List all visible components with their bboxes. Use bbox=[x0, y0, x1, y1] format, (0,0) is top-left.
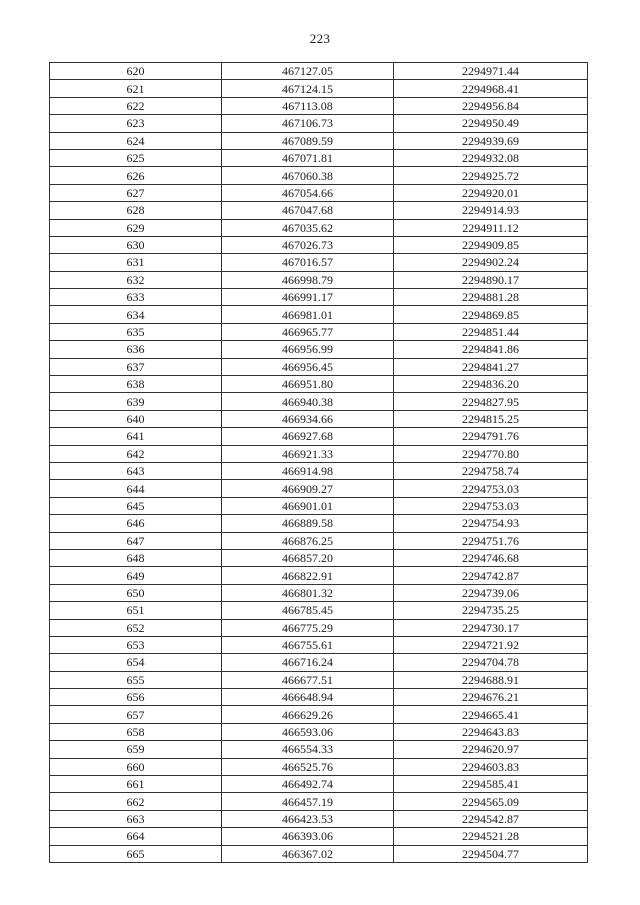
table-row bbox=[50, 219, 588, 236]
table-row bbox=[50, 567, 588, 584]
point-number-cell: 653 bbox=[50, 636, 222, 653]
y-coordinate-cell: 2294504.77 bbox=[394, 845, 588, 862]
table-row bbox=[50, 149, 588, 166]
y-coordinate-cell: 2294730.17 bbox=[394, 619, 588, 636]
table-row bbox=[50, 758, 588, 775]
table-row bbox=[50, 776, 588, 793]
coordinates-table bbox=[49, 62, 588, 863]
point-number-cell: 646 bbox=[50, 515, 222, 532]
x-coordinate-cell: 467060.38 bbox=[222, 167, 394, 184]
x-coordinate-cell: 467106.73 bbox=[222, 115, 394, 132]
table-row bbox=[50, 619, 588, 636]
table-row bbox=[50, 671, 588, 688]
x-coordinate-cell: 466457.19 bbox=[222, 793, 394, 810]
x-coordinate-cell: 466876.25 bbox=[222, 532, 394, 549]
point-number-cell: 663 bbox=[50, 810, 222, 827]
x-coordinate-cell: 466857.20 bbox=[222, 549, 394, 566]
point-number-cell: 623 bbox=[50, 115, 222, 132]
table-row bbox=[50, 271, 588, 288]
x-coordinate-cell: 467054.66 bbox=[222, 184, 394, 201]
x-coordinate-cell: 466940.38 bbox=[222, 393, 394, 410]
table-row bbox=[50, 462, 588, 479]
x-coordinate-cell: 466914.98 bbox=[222, 462, 394, 479]
x-coordinate-cell: 467089.59 bbox=[222, 132, 394, 149]
y-coordinate-cell: 2294770.80 bbox=[394, 445, 588, 462]
x-coordinate-cell: 466951.80 bbox=[222, 376, 394, 393]
y-coordinate-cell: 2294911.12 bbox=[394, 219, 588, 236]
table-row bbox=[50, 376, 588, 393]
x-coordinate-cell: 466981.01 bbox=[222, 306, 394, 323]
table-row bbox=[50, 358, 588, 375]
point-number-cell: 660 bbox=[50, 758, 222, 775]
y-coordinate-cell: 2294791.76 bbox=[394, 428, 588, 445]
point-number-cell: 655 bbox=[50, 671, 222, 688]
x-coordinate-cell: 466785.45 bbox=[222, 602, 394, 619]
x-coordinate-cell: 466393.06 bbox=[222, 828, 394, 845]
y-coordinate-cell: 2294758.74 bbox=[394, 462, 588, 479]
point-number-cell: 659 bbox=[50, 741, 222, 758]
y-coordinate-cell: 2294735.25 bbox=[394, 602, 588, 619]
x-coordinate-cell: 466901.01 bbox=[222, 497, 394, 514]
point-number-cell: 644 bbox=[50, 480, 222, 497]
point-number-cell: 639 bbox=[50, 393, 222, 410]
table-row bbox=[50, 810, 588, 827]
table-row bbox=[50, 445, 588, 462]
y-coordinate-cell: 2294890.17 bbox=[394, 271, 588, 288]
x-coordinate-cell: 466648.94 bbox=[222, 689, 394, 706]
x-coordinate-cell: 467127.05 bbox=[222, 63, 394, 80]
y-coordinate-cell: 2294585.41 bbox=[394, 776, 588, 793]
point-number-cell: 651 bbox=[50, 602, 222, 619]
x-coordinate-cell: 466629.26 bbox=[222, 706, 394, 723]
point-number-cell: 625 bbox=[50, 149, 222, 166]
y-coordinate-cell: 2294704.78 bbox=[394, 654, 588, 671]
point-number-cell: 662 bbox=[50, 793, 222, 810]
y-coordinate-cell: 2294665.41 bbox=[394, 706, 588, 723]
table-row bbox=[50, 793, 588, 810]
table-row bbox=[50, 845, 588, 862]
table-row bbox=[50, 515, 588, 532]
point-number-cell: 638 bbox=[50, 376, 222, 393]
table-row bbox=[50, 723, 588, 740]
y-coordinate-cell: 2294939.69 bbox=[394, 132, 588, 149]
y-coordinate-cell: 2294676.21 bbox=[394, 689, 588, 706]
y-coordinate-cell: 2294746.68 bbox=[394, 549, 588, 566]
table-row bbox=[50, 97, 588, 114]
x-coordinate-cell: 466716.24 bbox=[222, 654, 394, 671]
x-coordinate-cell: 467124.15 bbox=[222, 80, 394, 97]
y-coordinate-cell: 2294841.27 bbox=[394, 358, 588, 375]
table-row bbox=[50, 602, 588, 619]
point-number-cell: 633 bbox=[50, 289, 222, 306]
table-row bbox=[50, 132, 588, 149]
y-coordinate-cell: 2294971.44 bbox=[394, 63, 588, 80]
point-number-cell: 634 bbox=[50, 306, 222, 323]
x-coordinate-cell: 466991.17 bbox=[222, 289, 394, 306]
x-coordinate-cell: 467047.68 bbox=[222, 202, 394, 219]
x-coordinate-cell: 466525.76 bbox=[222, 758, 394, 775]
point-number-cell: 621 bbox=[50, 80, 222, 97]
y-coordinate-cell: 2294902.24 bbox=[394, 254, 588, 271]
point-number-cell: 656 bbox=[50, 689, 222, 706]
table-row bbox=[50, 393, 588, 410]
y-coordinate-cell: 2294751.76 bbox=[394, 532, 588, 549]
x-coordinate-cell: 467035.62 bbox=[222, 219, 394, 236]
table-row bbox=[50, 654, 588, 671]
y-coordinate-cell: 2294841.86 bbox=[394, 341, 588, 358]
table-row bbox=[50, 115, 588, 132]
point-number-cell: 620 bbox=[50, 63, 222, 80]
y-coordinate-cell: 2294925.72 bbox=[394, 167, 588, 184]
y-coordinate-cell: 2294909.85 bbox=[394, 236, 588, 253]
point-number-cell: 632 bbox=[50, 271, 222, 288]
table-row bbox=[50, 63, 588, 80]
table-row bbox=[50, 689, 588, 706]
point-number-cell: 665 bbox=[50, 845, 222, 862]
x-coordinate-cell: 466822.91 bbox=[222, 567, 394, 584]
x-coordinate-cell: 466755.61 bbox=[222, 636, 394, 653]
x-coordinate-cell: 466492.74 bbox=[222, 776, 394, 793]
table-row bbox=[50, 202, 588, 219]
table-row bbox=[50, 289, 588, 306]
point-number-cell: 645 bbox=[50, 497, 222, 514]
point-number-cell: 640 bbox=[50, 410, 222, 427]
table-row bbox=[50, 480, 588, 497]
x-coordinate-cell: 466367.02 bbox=[222, 845, 394, 862]
x-coordinate-cell: 466554.33 bbox=[222, 741, 394, 758]
x-coordinate-cell: 466593.06 bbox=[222, 723, 394, 740]
y-coordinate-cell: 2294827.95 bbox=[394, 393, 588, 410]
table-row bbox=[50, 706, 588, 723]
point-number-cell: 647 bbox=[50, 532, 222, 549]
y-coordinate-cell: 2294742.87 bbox=[394, 567, 588, 584]
point-number-cell: 622 bbox=[50, 97, 222, 114]
x-coordinate-cell: 466956.45 bbox=[222, 358, 394, 375]
x-coordinate-cell: 466927.68 bbox=[222, 428, 394, 445]
point-number-cell: 628 bbox=[50, 202, 222, 219]
y-coordinate-cell: 2294950.49 bbox=[394, 115, 588, 132]
point-number-cell: 650 bbox=[50, 584, 222, 601]
x-coordinate-cell: 467016.57 bbox=[222, 254, 394, 271]
point-number-cell: 654 bbox=[50, 654, 222, 671]
table-row bbox=[50, 828, 588, 845]
table-row bbox=[50, 254, 588, 271]
y-coordinate-cell: 2294920.01 bbox=[394, 184, 588, 201]
table-row bbox=[50, 497, 588, 514]
point-number-cell: 635 bbox=[50, 323, 222, 340]
x-coordinate-cell: 466775.29 bbox=[222, 619, 394, 636]
y-coordinate-cell: 2294721.92 bbox=[394, 636, 588, 653]
y-coordinate-cell: 2294956.84 bbox=[394, 97, 588, 114]
x-coordinate-cell: 467026.73 bbox=[222, 236, 394, 253]
x-coordinate-cell: 466956.99 bbox=[222, 341, 394, 358]
table-row bbox=[50, 341, 588, 358]
y-coordinate-cell: 2294968.41 bbox=[394, 80, 588, 97]
y-coordinate-cell: 2294836.20 bbox=[394, 376, 588, 393]
point-number-cell: 652 bbox=[50, 619, 222, 636]
y-coordinate-cell: 2294914.93 bbox=[394, 202, 588, 219]
coordinates-table-body bbox=[50, 63, 588, 863]
y-coordinate-cell: 2294521.28 bbox=[394, 828, 588, 845]
table-row bbox=[50, 184, 588, 201]
y-coordinate-cell: 2294739.06 bbox=[394, 584, 588, 601]
x-coordinate-cell: 466677.51 bbox=[222, 671, 394, 688]
table-row bbox=[50, 549, 588, 566]
table-row bbox=[50, 410, 588, 427]
point-number-cell: 642 bbox=[50, 445, 222, 462]
y-coordinate-cell: 2294851.44 bbox=[394, 323, 588, 340]
x-coordinate-cell: 467113.08 bbox=[222, 97, 394, 114]
y-coordinate-cell: 2294754.93 bbox=[394, 515, 588, 532]
x-coordinate-cell: 466423.53 bbox=[222, 810, 394, 827]
x-coordinate-cell: 466801.32 bbox=[222, 584, 394, 601]
page-number: 223 bbox=[309, 31, 331, 46]
x-coordinate-cell: 466921.33 bbox=[222, 445, 394, 462]
point-number-cell: 630 bbox=[50, 236, 222, 253]
x-coordinate-cell: 467071.81 bbox=[222, 149, 394, 166]
y-coordinate-cell: 2294932.08 bbox=[394, 149, 588, 166]
table-row bbox=[50, 428, 588, 445]
x-coordinate-cell: 466965.77 bbox=[222, 323, 394, 340]
y-coordinate-cell: 2294753.03 bbox=[394, 497, 588, 514]
point-number-cell: 636 bbox=[50, 341, 222, 358]
x-coordinate-cell: 466998.79 bbox=[222, 271, 394, 288]
point-number-cell: 664 bbox=[50, 828, 222, 845]
y-coordinate-cell: 2294688.91 bbox=[394, 671, 588, 688]
y-coordinate-cell: 2294753.03 bbox=[394, 480, 588, 497]
table-row bbox=[50, 80, 588, 97]
table-row bbox=[50, 584, 588, 601]
y-coordinate-cell: 2294565.09 bbox=[394, 793, 588, 810]
point-number-cell: 624 bbox=[50, 132, 222, 149]
table-row bbox=[50, 236, 588, 253]
point-number-cell: 648 bbox=[50, 549, 222, 566]
y-coordinate-cell: 2294542.87 bbox=[394, 810, 588, 827]
table-row bbox=[50, 306, 588, 323]
point-number-cell: 627 bbox=[50, 184, 222, 201]
x-coordinate-cell: 466909.27 bbox=[222, 480, 394, 497]
point-number-cell: 629 bbox=[50, 219, 222, 236]
point-number-cell: 626 bbox=[50, 167, 222, 184]
y-coordinate-cell: 2294881.28 bbox=[394, 289, 588, 306]
y-coordinate-cell: 2294869.85 bbox=[394, 306, 588, 323]
y-coordinate-cell: 2294815.25 bbox=[394, 410, 588, 427]
table-row bbox=[50, 741, 588, 758]
y-coordinate-cell: 2294620.97 bbox=[394, 741, 588, 758]
point-number-cell: 631 bbox=[50, 254, 222, 271]
x-coordinate-cell: 466934.66 bbox=[222, 410, 394, 427]
point-number-cell: 641 bbox=[50, 428, 222, 445]
table-row bbox=[50, 167, 588, 184]
point-number-cell: 643 bbox=[50, 462, 222, 479]
point-number-cell: 661 bbox=[50, 776, 222, 793]
point-number-cell: 657 bbox=[50, 706, 222, 723]
point-number-cell: 658 bbox=[50, 723, 222, 740]
point-number-cell: 649 bbox=[50, 567, 222, 584]
point-number-cell: 637 bbox=[50, 358, 222, 375]
table-row bbox=[50, 636, 588, 653]
x-coordinate-cell: 466889.58 bbox=[222, 515, 394, 532]
table-row bbox=[50, 532, 588, 549]
table-row bbox=[50, 323, 588, 340]
y-coordinate-cell: 2294603.83 bbox=[394, 758, 588, 775]
y-coordinate-cell: 2294643.83 bbox=[394, 723, 588, 740]
